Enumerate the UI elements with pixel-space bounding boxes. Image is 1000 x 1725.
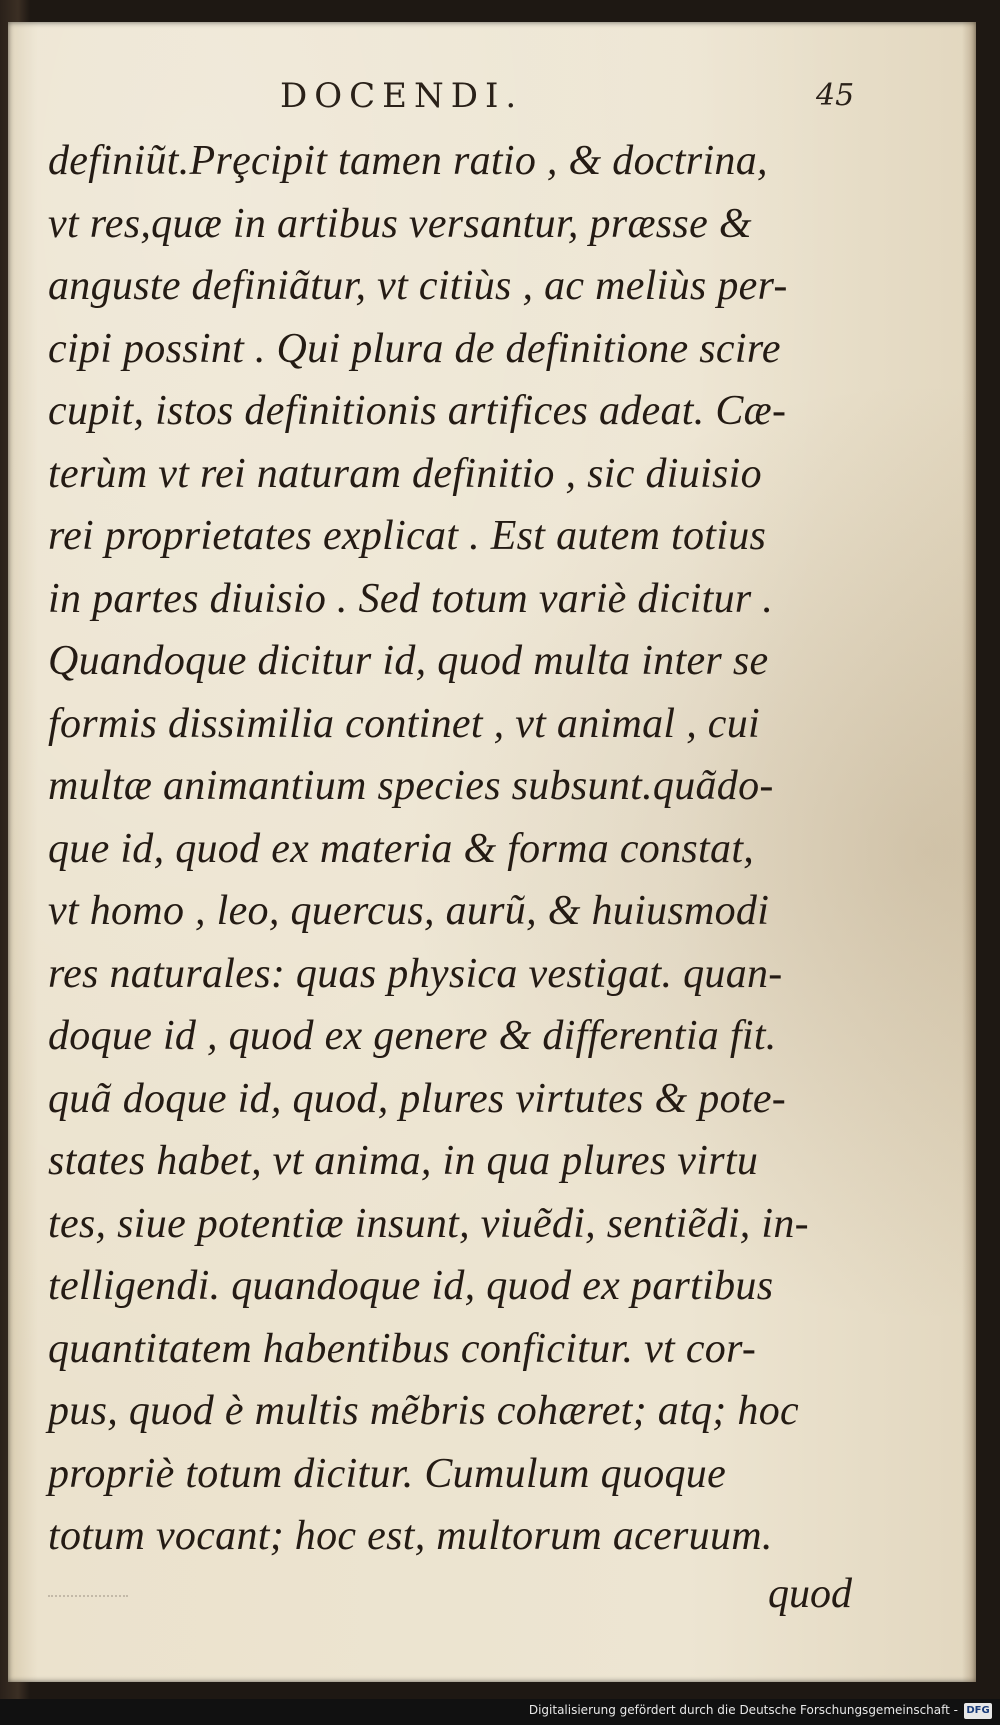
page-header: [8, 62, 976, 122]
text-line: multæ animantium species subsunt.quãdo-: [48, 763, 774, 809]
text-line: in partes diuisio . Sed totum variè dicitur .: [48, 575, 774, 622]
text-line: quã doque id, quod, plures virtutes & pote-: [48, 1075, 787, 1122]
pencil-annotation-mark: [48, 1577, 128, 1597]
text-line: quantitatem habentibus conficitur. vt cor-: [48, 1325, 757, 1372]
text-line: totum vocant; hoc est, multorum aceruum.: [48, 1513, 773, 1559]
text-line: definiũt.Prȩcipit tamen ratio , & doctrina,: [48, 138, 768, 184]
text-line: rei proprietates explicat . Est autem totius: [48, 513, 767, 559]
text-line: vt homo , leo, quercus, aurũ, & huiusmodi: [48, 888, 770, 934]
text-line: terùm vt rei naturam definitio , sic diuisio: [48, 450, 762, 497]
text-line: states habet, vt anima, in qua plures virtu: [48, 1138, 759, 1184]
text-line: telligendi. quandoque id, quod ex partibus: [48, 1263, 774, 1309]
text-line: cupit, istos definitionis artifices adeat. Cæ-: [48, 388, 787, 434]
text-line: pus, quod è multis mẽbris cohæret; atq; hoc: [48, 1388, 799, 1434]
text-line: doque id , quod ex genere & differentia fit.: [48, 1013, 777, 1059]
running-head: DOCENDI.: [280, 76, 524, 116]
text-line: tes, siue potentiæ insunt, viuẽdi, sentiẽdi, in-: [48, 1200, 809, 1247]
page-number: 45: [816, 78, 855, 113]
text-line: cipi possint . Qui plura de definitione scire: [48, 325, 781, 372]
body-text: [48, 130, 928, 1568]
text-line: que id, quod ex materia & forma constat,: [48, 825, 755, 872]
text-line: Quandoque dicitur id, quod multa inter se: [48, 638, 769, 684]
text-line: res naturales: quas physica vestigat. quan-: [48, 950, 783, 997]
text-line: vt res,quæ in artibus versantur, præsse &: [48, 200, 752, 247]
text-line: formis dissimilia continet , vt animal , cui: [48, 700, 761, 747]
dfg-logo: DFG: [964, 1703, 992, 1719]
catchword: quod: [768, 1571, 852, 1617]
text-line: propriè totum dicitur. Cumulum quoque: [48, 1450, 727, 1497]
book-page: [8, 22, 976, 1682]
footer-credit: Digitalisierung gefördert durch die Deutsche Forschungsgemeinschaft -: [528, 1703, 958, 1717]
digitization-footer: [0, 1699, 1000, 1725]
text-line: anguste definiãtur, vt citiùs , ac meliùs per-: [48, 263, 788, 309]
page-edge-shadow: [962, 22, 976, 1682]
